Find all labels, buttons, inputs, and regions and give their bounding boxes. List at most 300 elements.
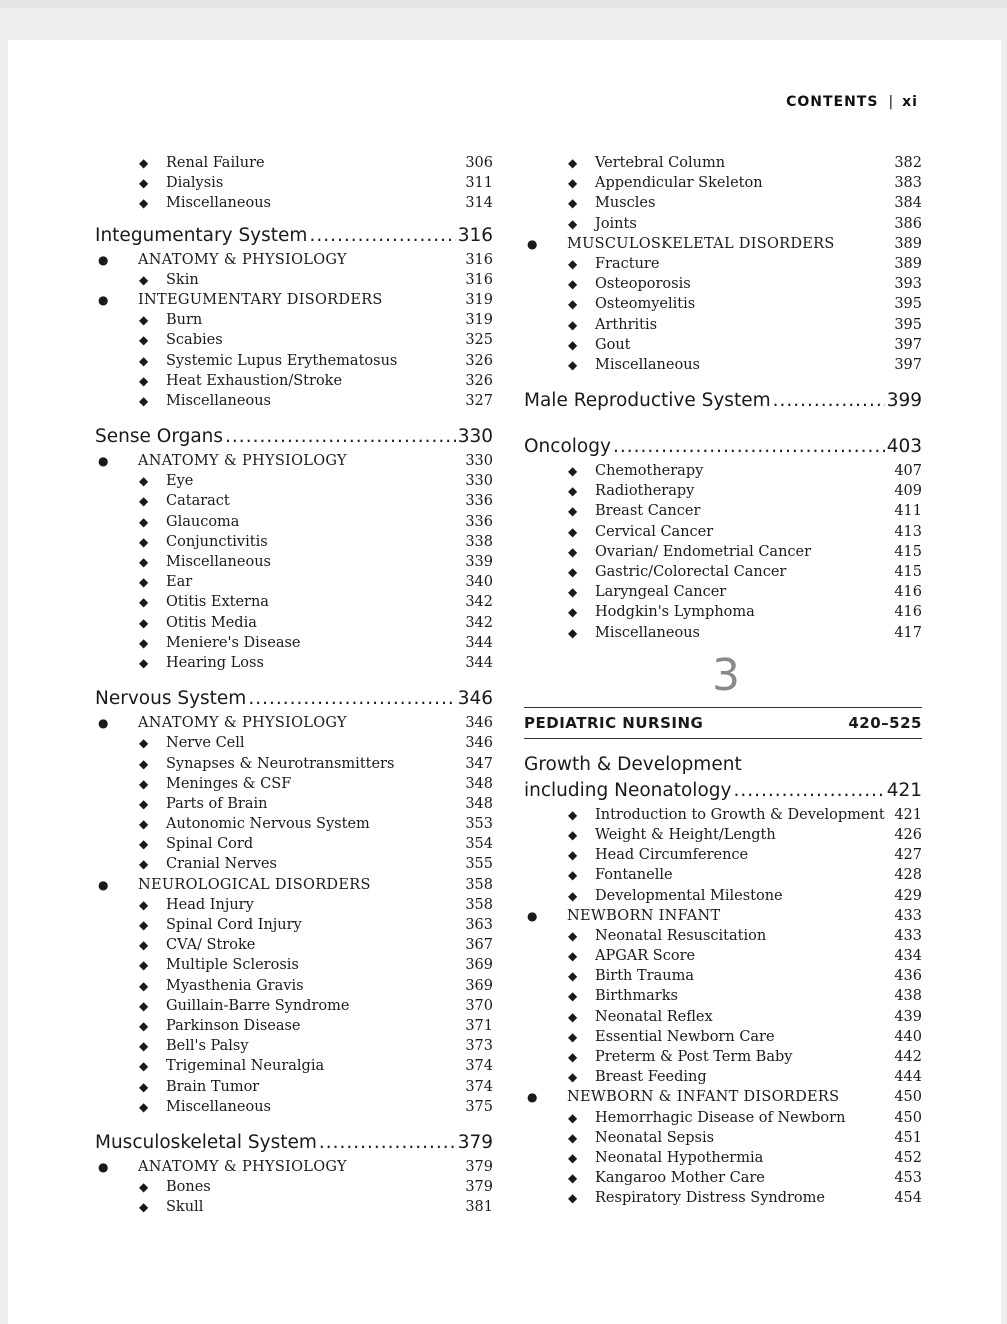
diamond-bullet-icon: ◆ (139, 333, 149, 348)
diamond-bullet-icon: ◆ (568, 1009, 578, 1024)
toc-category-entry[interactable] (95, 875, 493, 895)
toc-entry[interactable] (524, 1047, 922, 1067)
entry-label: Birth Trauma (595, 968, 694, 985)
entry-label: Bones (166, 1179, 211, 1196)
bullet-icon: ● (98, 716, 109, 731)
document-page (8, 40, 1001, 1324)
toc-entry[interactable] (95, 915, 493, 935)
leader-dots (319, 1129, 456, 1157)
entry-page: 415 (894, 564, 922, 580)
section-heading[interactable] (95, 423, 493, 451)
entry-page: 375 (465, 1098, 493, 1115)
entry-label: Birthmarks (595, 988, 678, 1005)
entry-label: Breast Feeding (595, 1069, 707, 1086)
toc-entry[interactable] (524, 274, 922, 294)
unit-title: PEDIATRIC NURSING (524, 713, 704, 732)
toc-entry[interactable] (524, 522, 922, 542)
entry-page: 416 (894, 584, 922, 601)
toc-entry[interactable] (95, 371, 493, 391)
diamond-bullet-icon: ◆ (139, 796, 149, 811)
section-title: Sense Organs (95, 426, 224, 448)
entry-label: Muscles (595, 195, 656, 212)
unit-number: 3 (712, 649, 740, 701)
entry-label: Miscellaneous (595, 356, 700, 373)
leader-dots (773, 387, 885, 415)
section-title: Growth & Development (524, 753, 742, 775)
entry-label: Trigeminal Neuralgia (166, 1058, 325, 1075)
entry-page: 436 (894, 968, 922, 985)
diamond-bullet-icon: ◆ (568, 625, 578, 640)
section-title: Oncology (524, 436, 611, 458)
toc-entry[interactable] (524, 602, 922, 622)
entry-page: 389 (894, 255, 922, 272)
entry-page: 382 (894, 155, 922, 171)
entry-page: 450 (894, 1089, 922, 1106)
toc-entry[interactable] (95, 552, 493, 572)
toc-entry[interactable] (95, 814, 493, 834)
entry-label: Systemic Lupus Erythematosus (166, 352, 398, 369)
toc-entry[interactable] (524, 1007, 922, 1027)
entry-page: 348 (465, 775, 493, 792)
entry-label: Miscellaneous (595, 624, 700, 641)
section-page: 346 (457, 688, 493, 710)
entry-page: 397 (894, 336, 922, 353)
entry-label: ANATOMY & PHYSIOLOGY (138, 251, 347, 268)
entry-label: Gout (595, 336, 631, 353)
toc-entry[interactable] (524, 845, 922, 865)
diamond-bullet-icon: ◆ (139, 998, 149, 1013)
diamond-bullet-icon: ◆ (139, 514, 149, 529)
toc-entry[interactable] (95, 613, 493, 633)
entry-label: Hodgkin's Lymphoma (595, 604, 755, 621)
section-title: Male Reproductive System (524, 390, 771, 412)
entry-label: Ear (166, 574, 193, 591)
entry-label: Neonatal Reflex (595, 1008, 713, 1025)
diamond-bullet-icon: ◆ (139, 1200, 149, 1215)
toc-entry[interactable] (524, 805, 922, 825)
entry-label: CVA/ Stroke (166, 937, 256, 954)
diamond-bullet-icon: ◆ (568, 524, 578, 539)
entry-page: 342 (465, 614, 493, 631)
diamond-bullet-icon: ◆ (139, 776, 149, 791)
toc-entry[interactable] (524, 355, 922, 375)
toc-entry[interactable] (95, 592, 493, 612)
entry-page: 327 (465, 392, 493, 409)
toc-entry[interactable] (524, 986, 922, 1006)
diamond-bullet-icon: ◆ (568, 1070, 578, 1085)
entry-label: Head Circumference (595, 847, 749, 864)
entry-page: 319 (465, 291, 493, 308)
toc-category-entry[interactable] (95, 290, 493, 310)
toc-entry[interactable] (524, 335, 922, 355)
diamond-bullet-icon: ◆ (139, 938, 149, 953)
diamond-bullet-icon: ◆ (568, 357, 578, 372)
entry-page: 411 (894, 503, 922, 520)
entry-page: 326 (465, 372, 493, 389)
entry-page: 311 (465, 175, 493, 192)
diamond-bullet-icon: ◆ (568, 888, 578, 903)
toc-entry[interactable] (95, 351, 493, 371)
entry-label: Arthritis (595, 316, 658, 333)
diamond-bullet-icon: ◆ (568, 989, 578, 1004)
diamond-bullet-icon: ◆ (139, 1180, 149, 1195)
toc-category-entry[interactable] (95, 713, 493, 733)
section-page: 330 (457, 426, 493, 448)
section-heading-growth[interactable] (524, 751, 922, 805)
toc-entry[interactable] (524, 501, 922, 521)
entry-page: 393 (894, 276, 922, 293)
entry-label: Introduction to Growth & Development (595, 806, 885, 823)
entry-page: 342 (465, 594, 493, 611)
diamond-bullet-icon: ◆ (139, 595, 149, 610)
entry-label: Essential Newborn Care (595, 1028, 775, 1045)
entry-label: Skin (166, 271, 199, 288)
entry-page: 374 (465, 1078, 493, 1095)
entry-label: NEWBORN INFANT (567, 907, 721, 924)
entry-page: 336 (465, 513, 493, 530)
diamond-bullet-icon: ◆ (139, 655, 149, 670)
diamond-bullet-icon: ◆ (568, 1130, 578, 1145)
diamond-bullet-icon: ◆ (568, 1150, 578, 1165)
entry-page: 354 (465, 836, 493, 853)
diamond-bullet-icon: ◆ (139, 176, 149, 191)
diamond-bullet-icon: ◆ (139, 313, 149, 328)
toc-entry[interactable] (524, 542, 922, 562)
toc-entry[interactable] (524, 562, 922, 582)
toc-entry[interactable] (95, 774, 493, 794)
diamond-bullet-icon: ◆ (568, 216, 578, 231)
toc-entry[interactable] (95, 976, 493, 996)
diamond-bullet-icon: ◆ (139, 353, 149, 368)
diamond-bullet-icon: ◆ (139, 575, 149, 590)
entry-label: ANATOMY & PHYSIOLOGY (138, 453, 347, 470)
toc-entry[interactable] (95, 733, 493, 753)
entry-page: 339 (465, 554, 493, 570)
toc-entry[interactable] (524, 1148, 922, 1168)
toc-entry[interactable] (524, 1067, 922, 1087)
section-page: 421 (886, 779, 922, 801)
entry-page: 379 (465, 1158, 493, 1175)
section-title: including Neonatology (524, 779, 732, 801)
entry-label: INTEGUMENTARY DISORDERS (138, 291, 383, 308)
diamond-bullet-icon: ◆ (139, 756, 149, 771)
diamond-bullet-icon: ◆ (568, 156, 578, 170)
toc-entry[interactable] (524, 193, 922, 213)
entry-page: 338 (465, 533, 493, 550)
toc-entry[interactable] (524, 214, 922, 234)
entry-label: Appendicular Skeleton (595, 175, 763, 192)
diamond-bullet-icon: ◆ (139, 1039, 149, 1054)
entry-label: Glaucoma (166, 513, 240, 530)
toc-category-entry[interactable] (95, 1157, 493, 1177)
toc-entry[interactable] (95, 653, 493, 673)
toc-entry[interactable] (95, 854, 493, 874)
toc-entry[interactable] (524, 886, 922, 906)
toc-entry[interactable] (95, 1197, 493, 1217)
toc-entry[interactable] (95, 173, 493, 193)
entry-page: 370 (465, 997, 493, 1014)
entry-page: 444 (894, 1069, 922, 1086)
entry-label: ANATOMY & PHYSIOLOGY (138, 1158, 347, 1175)
entry-label: Joints (595, 215, 637, 232)
diamond-bullet-icon: ◆ (139, 373, 149, 388)
leader-dots (613, 433, 885, 461)
section-heading[interactable] (524, 433, 922, 461)
diamond-bullet-icon: ◆ (568, 868, 578, 883)
toc-entry[interactable] (95, 996, 493, 1016)
section-heading[interactable] (524, 387, 922, 415)
diamond-bullet-icon: ◆ (568, 1191, 578, 1206)
entry-page: 336 (465, 493, 493, 510)
diamond-bullet-icon: ◆ (568, 565, 578, 579)
toc-entry[interactable] (95, 1056, 493, 1076)
entry-label: Miscellaneous (166, 392, 271, 409)
diamond-bullet-icon: ◆ (139, 897, 149, 912)
toc-entry[interactable] (95, 1177, 493, 1197)
section-title: Musculoskeletal System (95, 1131, 317, 1153)
diamond-bullet-icon: ◆ (568, 464, 578, 479)
entry-label: Osteoporosis (595, 276, 691, 293)
entry-label: Bell's Palsy (166, 1038, 249, 1055)
toc-entry[interactable] (524, 315, 922, 335)
diamond-bullet-icon: ◆ (568, 484, 578, 499)
toc-entry[interactable] (95, 834, 493, 854)
section-heading[interactable] (95, 222, 493, 250)
toc-entry[interactable] (95, 935, 493, 955)
toc-entry[interactable] (524, 481, 922, 501)
diamond-bullet-icon: ◆ (568, 256, 578, 271)
diamond-bullet-icon: ◆ (139, 534, 149, 549)
entry-page: 440 (894, 1028, 922, 1045)
entry-page: 344 (465, 654, 493, 671)
entry-label: Laryngeal Cancer (595, 584, 727, 601)
diamond-bullet-icon: ◆ (139, 635, 149, 650)
entry-label: Cranial Nerves (166, 856, 277, 873)
entry-page: 358 (465, 896, 493, 913)
entry-label: Conjunctivitis (166, 533, 268, 550)
leader-dots (309, 222, 455, 250)
diamond-bullet-icon: ◆ (568, 337, 578, 352)
diamond-bullet-icon: ◆ (568, 176, 578, 191)
diamond-bullet-icon: ◆ (568, 605, 578, 620)
entry-page: 439 (894, 1008, 922, 1025)
entry-label: Autonomic Nervous System (166, 816, 370, 833)
toc-entry[interactable] (524, 1128, 922, 1148)
diamond-bullet-icon: ◆ (139, 958, 149, 973)
diamond-bullet-icon: ◆ (568, 585, 578, 600)
entry-page: 409 (894, 483, 922, 500)
entry-page: 330 (465, 453, 493, 470)
diamond-bullet-icon: ◆ (139, 272, 149, 287)
toc-entry[interactable] (95, 491, 493, 511)
entry-page: 454 (894, 1190, 922, 1207)
toc-entry[interactable] (95, 1016, 493, 1036)
header-title: CONTENTS (786, 94, 879, 110)
header-separator: | (888, 94, 895, 110)
toc-entry[interactable] (524, 1168, 922, 1188)
toc-entry[interactable] (95, 633, 493, 653)
entry-page: 347 (465, 755, 493, 772)
toc-entry[interactable] (95, 1077, 493, 1097)
leader-dots (733, 777, 884, 805)
toc-entry[interactable] (524, 173, 922, 193)
bullet-icon: ● (98, 252, 109, 267)
entry-label: Burn (166, 312, 203, 329)
entry-label: Cataract (166, 493, 230, 510)
toc-category-entry[interactable] (524, 234, 922, 254)
toc-entry[interactable] (524, 946, 922, 966)
entry-page: 363 (465, 917, 493, 933)
entry-page: 374 (465, 1058, 493, 1075)
toc-entry[interactable] (524, 825, 922, 845)
toc-entry[interactable] (524, 623, 922, 643)
diamond-bullet-icon: ◆ (568, 196, 578, 211)
diamond-bullet-icon: ◆ (139, 1059, 149, 1074)
diamond-bullet-icon: ◆ (568, 277, 578, 292)
leader-dots (248, 685, 455, 713)
entry-page: 316 (465, 271, 493, 288)
toc-entry[interactable] (95, 270, 493, 290)
toc-entry[interactable] (95, 193, 493, 213)
entry-label: Fracture (595, 255, 660, 272)
toc-entry[interactable] (95, 512, 493, 532)
entry-page: 442 (894, 1049, 922, 1065)
toc-entry[interactable] (524, 254, 922, 274)
entry-label: Weight & Height/Length (595, 826, 776, 843)
toc-entry[interactable] (95, 794, 493, 814)
running-header (786, 94, 918, 110)
header-page-number: xi (902, 94, 918, 110)
toc-entry[interactable] (95, 955, 493, 975)
entry-label: Renal Failure (166, 155, 265, 171)
toc-entry[interactable] (524, 153, 922, 173)
toc-entry[interactable] (95, 153, 493, 173)
toc-entry[interactable] (524, 1188, 922, 1208)
unit-page-range: 420–525 (848, 713, 922, 732)
toc-entry[interactable] (524, 865, 922, 885)
entry-page: 314 (465, 195, 493, 212)
bullet-icon: ● (98, 877, 109, 892)
toc-entry[interactable] (95, 754, 493, 774)
entry-page: 369 (465, 957, 493, 974)
toc-entry[interactable] (524, 294, 922, 314)
toc-entry[interactable] (95, 391, 493, 411)
entry-page: 395 (894, 316, 922, 333)
diamond-bullet-icon: ◆ (139, 615, 149, 630)
toc-entry[interactable] (524, 1108, 922, 1128)
entry-page: 373 (465, 1038, 493, 1055)
entry-label: Dialysis (166, 175, 224, 192)
entry-label: Spinal Cord (166, 836, 254, 853)
toc-entry[interactable] (524, 926, 922, 946)
entry-label: Otitis Externa (166, 594, 269, 611)
diamond-bullet-icon: ◆ (568, 848, 578, 863)
entry-label: Ovarian/ Endometrial Cancer (595, 543, 812, 560)
entry-label: Meninges & CSF (166, 775, 292, 792)
entry-label: APGAR Score (595, 948, 696, 965)
entry-label: Fontanelle (595, 867, 673, 884)
bullet-icon: ● (527, 1090, 538, 1105)
section-title: Nervous System (95, 688, 247, 710)
entry-page: 358 (465, 876, 493, 893)
entry-page: 428 (894, 867, 922, 884)
entry-page: 383 (894, 175, 922, 192)
bullet-icon: ● (527, 236, 538, 251)
entry-page: 438 (894, 988, 922, 1005)
toc-category-entry[interactable] (95, 451, 493, 471)
entry-label: Breast Cancer (595, 503, 701, 520)
diamond-bullet-icon: ◆ (139, 156, 149, 170)
diamond-bullet-icon: ◆ (568, 827, 578, 842)
bullet-icon: ● (98, 454, 109, 469)
toc-entry[interactable] (95, 310, 493, 330)
diamond-bullet-icon: ◆ (139, 474, 149, 489)
entry-page: 413 (894, 523, 922, 540)
diamond-bullet-icon: ◆ (568, 544, 578, 559)
diamond-bullet-icon: ◆ (139, 555, 149, 569)
toc-entry[interactable] (95, 471, 493, 491)
bullet-icon: ● (98, 1159, 109, 1174)
diamond-bullet-icon: ◆ (568, 317, 578, 332)
toc-entry[interactable] (524, 966, 922, 986)
diamond-bullet-icon: ◆ (139, 196, 149, 211)
entry-page: 306 (465, 155, 493, 171)
toc-entry[interactable] (524, 582, 922, 602)
toc-entry[interactable] (95, 572, 493, 592)
toc-right-column (524, 153, 922, 1209)
toc-category-entry[interactable] (524, 1087, 922, 1107)
toc-entry[interactable] (95, 532, 493, 552)
entry-page: 319 (465, 312, 493, 329)
entry-page: 434 (894, 948, 922, 965)
entry-page: 355 (465, 856, 493, 873)
entry-page: 330 (465, 473, 493, 490)
toc-category-entry[interactable] (524, 906, 922, 926)
entry-label: Multiple Sclerosis (166, 957, 299, 974)
entry-label: Kangaroo Mother Care (595, 1170, 765, 1187)
entry-page: 395 (894, 296, 922, 313)
diamond-bullet-icon: ◆ (568, 1171, 578, 1186)
toc-entry[interactable] (95, 1036, 493, 1056)
toc-entry[interactable] (95, 895, 493, 915)
toc-entry[interactable] (524, 461, 922, 481)
entry-page: 371 (465, 1017, 493, 1034)
toc-entry[interactable] (524, 1027, 922, 1047)
entry-label: Miscellaneous (166, 554, 271, 570)
section-heading[interactable] (95, 685, 493, 713)
diamond-bullet-icon: ◆ (139, 736, 149, 751)
diamond-bullet-icon: ◆ (139, 393, 149, 408)
toc-category-entry[interactable] (95, 250, 493, 270)
entry-label: Head Injury (166, 896, 254, 913)
entry-page: 369 (465, 977, 493, 994)
entry-page: 451 (894, 1129, 922, 1146)
entry-label: ANATOMY & PHYSIOLOGY (138, 715, 347, 732)
entry-label: Miscellaneous (166, 195, 271, 212)
section-page: 399 (886, 390, 922, 412)
entry-page: 348 (465, 795, 493, 812)
entry-page: 417 (894, 624, 922, 641)
entry-label: Meniere's Disease (166, 634, 301, 651)
toc-entry[interactable] (95, 330, 493, 350)
entry-label: NEWBORN & INFANT DISORDERS (567, 1089, 840, 1106)
entry-label: Scabies (166, 332, 223, 349)
diamond-bullet-icon: ◆ (568, 1029, 578, 1044)
section-heading[interactable] (95, 1129, 493, 1157)
entry-label: Hemorrhagic Disease of Newborn (595, 1109, 846, 1126)
entry-label: Brain Tumor (166, 1078, 260, 1095)
toc-entry[interactable] (95, 1097, 493, 1117)
